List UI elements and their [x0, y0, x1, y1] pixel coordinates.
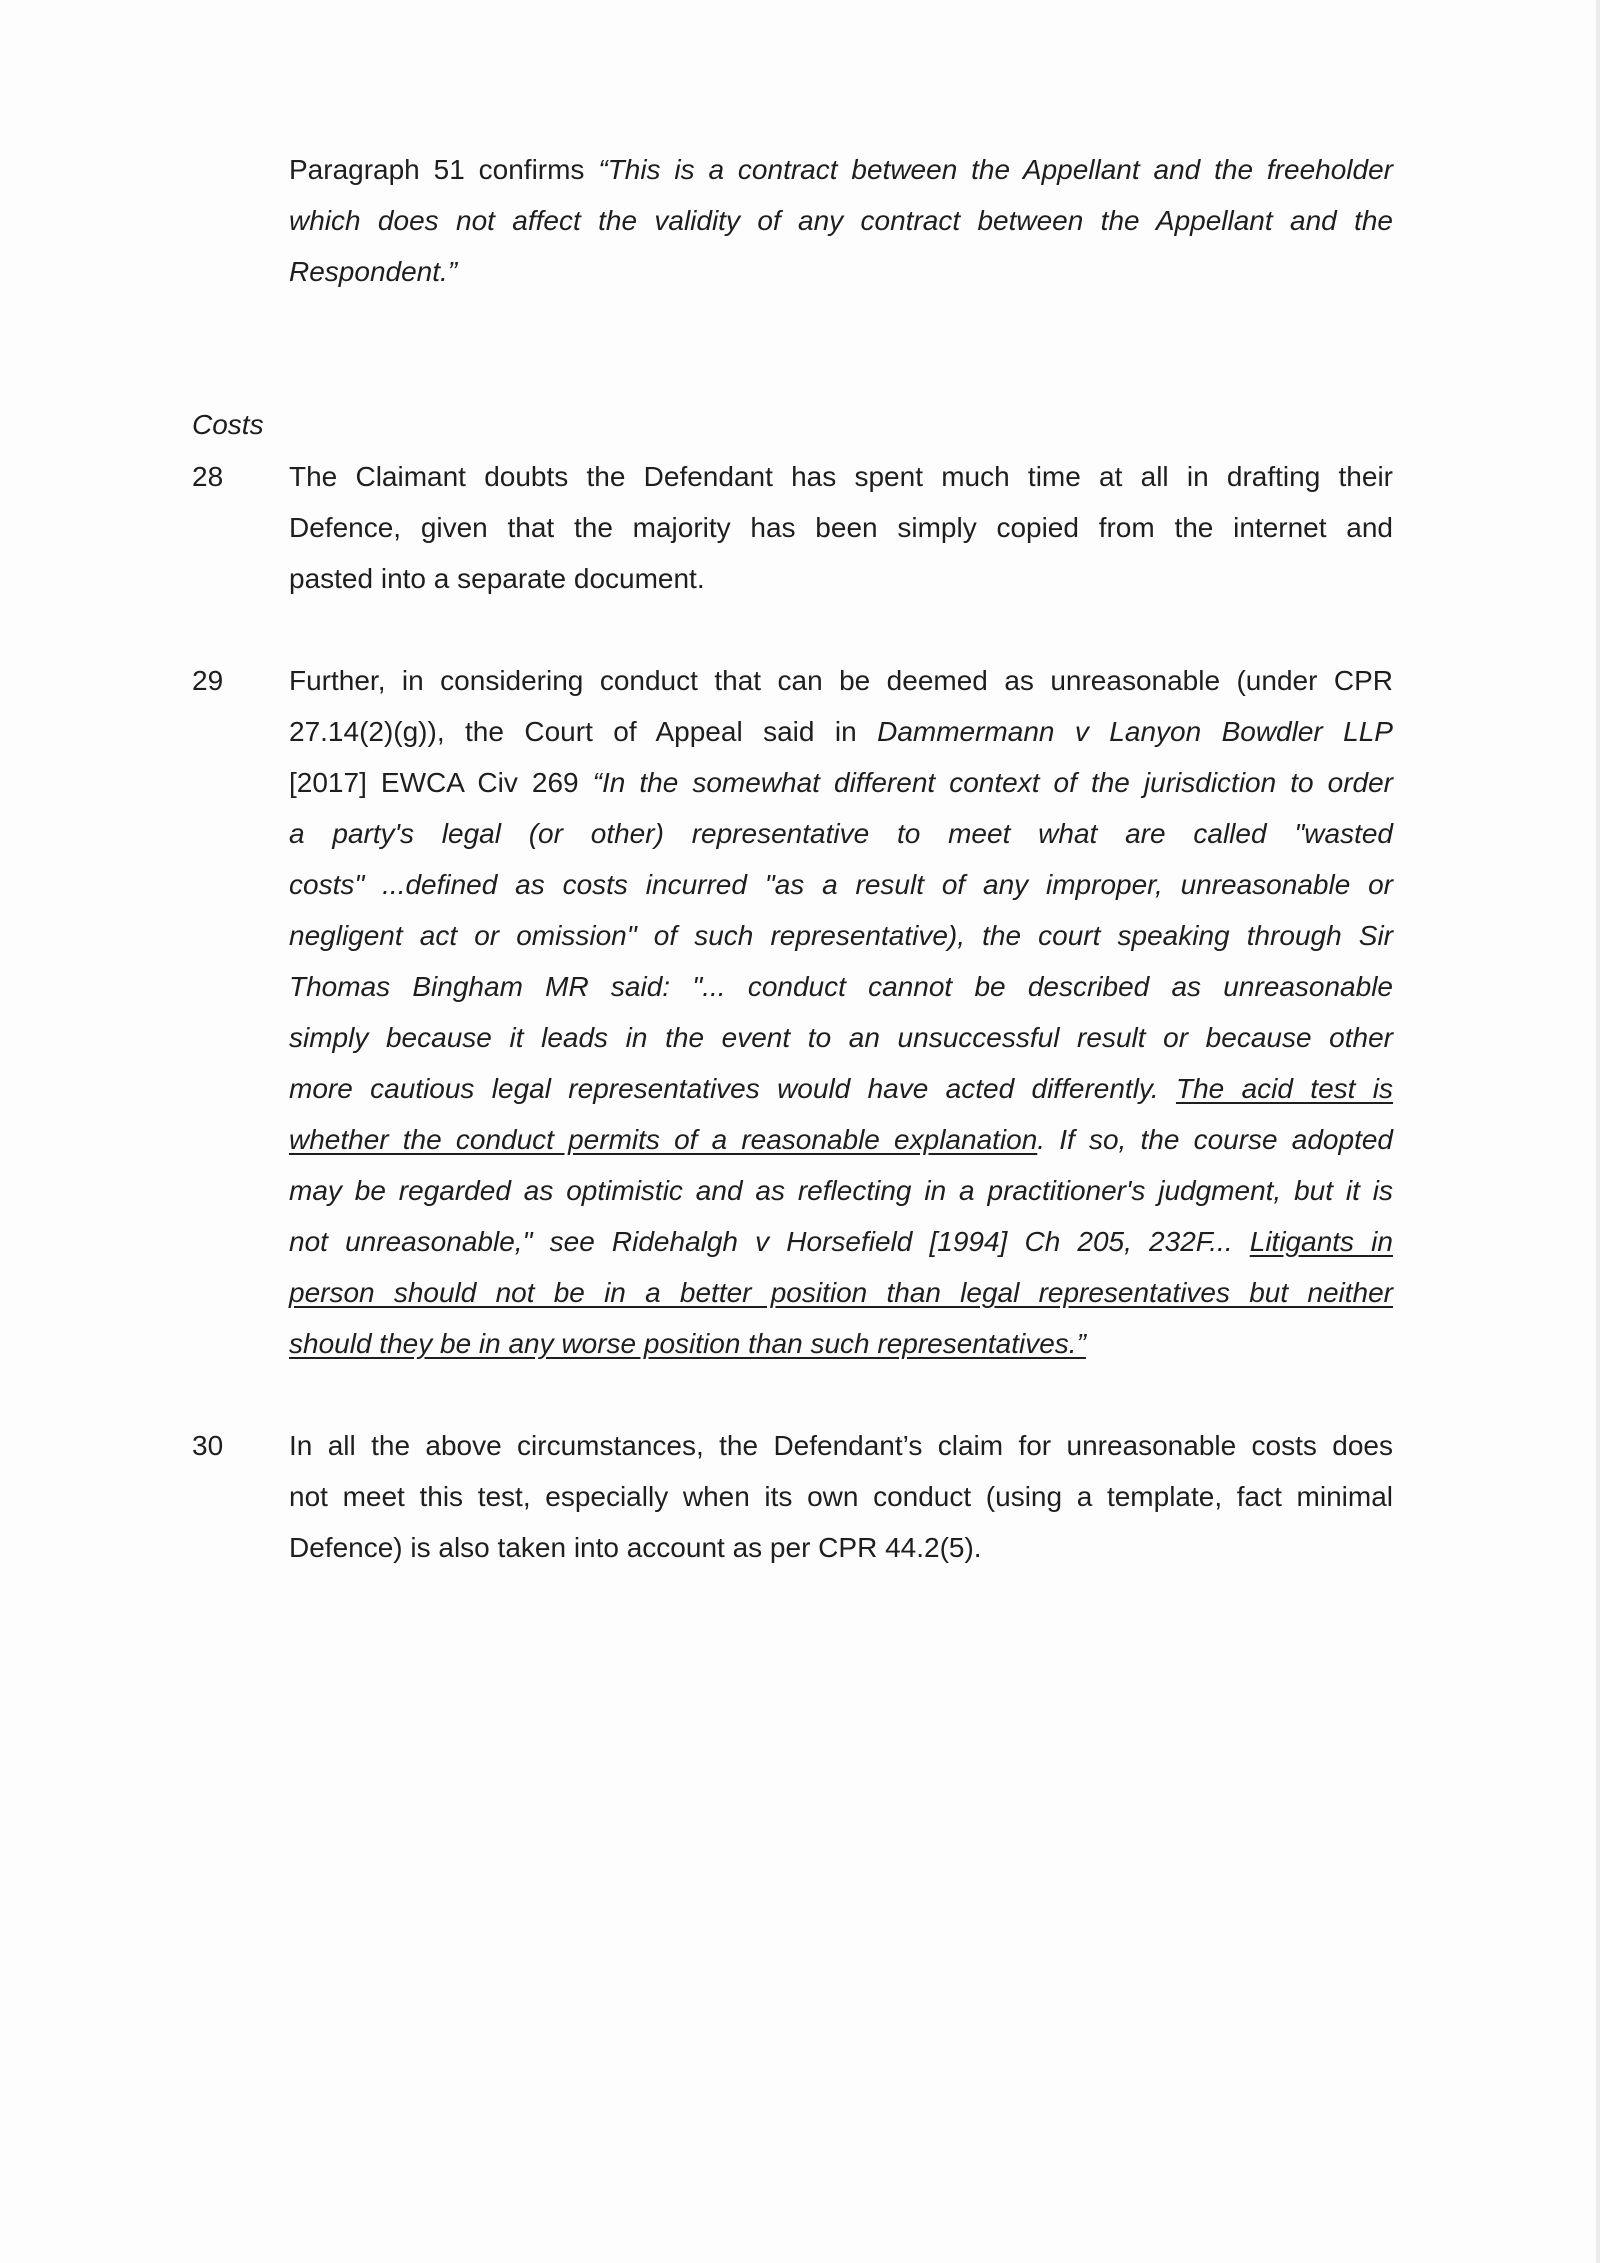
intro-line [289, 254, 1393, 290]
case-citation: Dammermann v Lanyon Bowdler LLP [877, 716, 1393, 747]
underlined-quote: whether the conduct permits of a reasonable explanation [289, 1124, 1038, 1155]
paragraph-line: Further, in considering conduct that can be deemed as unreasonable (under CPR [289, 665, 1393, 696]
quote-text: negligent act or omission" of such representative), the court speaking through Sir [289, 920, 1393, 951]
intro-text: Paragraph 51 confirms [289, 154, 599, 185]
paragraph-line [289, 1224, 1393, 1260]
paragraph-line [289, 1326, 1393, 1362]
paragraph-line [289, 1122, 1393, 1158]
paragraph-number: 29 [192, 665, 224, 696]
paragraph-text: [2017] EWCA Civ 269 [289, 767, 593, 798]
quote-text: a party's legal (or other) representative to meet what are called "wasted [289, 818, 1393, 849]
underlined-quote: The acid test is [1175, 1073, 1393, 1104]
quote-text: may be regarded as optimistic and as reflecting in a practitioner's judgment, but it is [289, 1175, 1393, 1206]
page-edge-shadow [1596, 0, 1600, 2263]
paragraph-line [289, 1071, 1393, 1107]
quote-text: more cautious legal representatives would have acted differently. [289, 1073, 1176, 1104]
paragraph-number: 30 [192, 1430, 224, 1461]
underlined-quote: should they be in any worse position than such representatives.” [289, 1328, 1086, 1359]
paragraph-line [289, 765, 1393, 801]
intro-quote: Respondent.” [289, 256, 458, 287]
paragraph-line [289, 918, 1393, 954]
paragraph-line: not meet this test, especially when its own conduct (using a template, fact minimal [289, 1481, 1393, 1512]
paragraph-line [289, 714, 1393, 750]
paragraph-line [289, 867, 1393, 903]
paragraph-line: pasted into a separate document. [289, 563, 705, 594]
paragraph-line: Defence) is also taken into account as per CPR 44.2(5). [289, 1532, 982, 1563]
paragraph-line [289, 969, 1393, 1005]
paragraph-line [289, 1020, 1393, 1056]
intro-quote: “This is a contract between the Appellant and the freeholder [598, 154, 1393, 185]
paragraph-number: 28 [192, 461, 224, 492]
quote-text: Thomas Bingham MR said: "... conduct cannot be described as unreasonable [289, 971, 1393, 1002]
underlined-quote: Litigants in [1249, 1226, 1393, 1257]
paragraph-text: 27.14(2)(g)), the Court of Appeal said in [289, 716, 878, 747]
quote-text: costs" ...defined as costs incurred "as a result of any improper, unreasonable or [289, 869, 1393, 900]
paragraph-line: The Claimant doubts the Defendant has spent much time at all in drafting their [289, 461, 1393, 492]
quote-text: “In the somewhat different context of the jurisdiction to order [592, 767, 1393, 798]
intro-line [289, 152, 1393, 188]
quote-text: not unreasonable," see Ridehalgh v Horsefield [1994] Ch 205, 232F... [289, 1226, 1250, 1257]
quote-text: . If so, the course adopted [1037, 1124, 1393, 1155]
paragraph-line [289, 1173, 1393, 1209]
intro-quote: which does not affect the validity of any contract between the Appellant and the [289, 205, 1393, 236]
paragraph-line: In all the above circumstances, the Defendant’s claim for unreasonable costs does [289, 1430, 1393, 1461]
quote-text: simply because it leads in the event to an unsuccessful result or because other [289, 1022, 1393, 1053]
paragraph-line [289, 1275, 1393, 1311]
underlined-quote: person should not be in a better position than legal representatives but neither [289, 1277, 1393, 1308]
paragraph-line [289, 816, 1393, 852]
section-heading: Costs [192, 409, 264, 440]
paragraph-line: Defence, given that the majority has been simply copied from the internet and [289, 512, 1393, 543]
intro-line [289, 203, 1393, 239]
